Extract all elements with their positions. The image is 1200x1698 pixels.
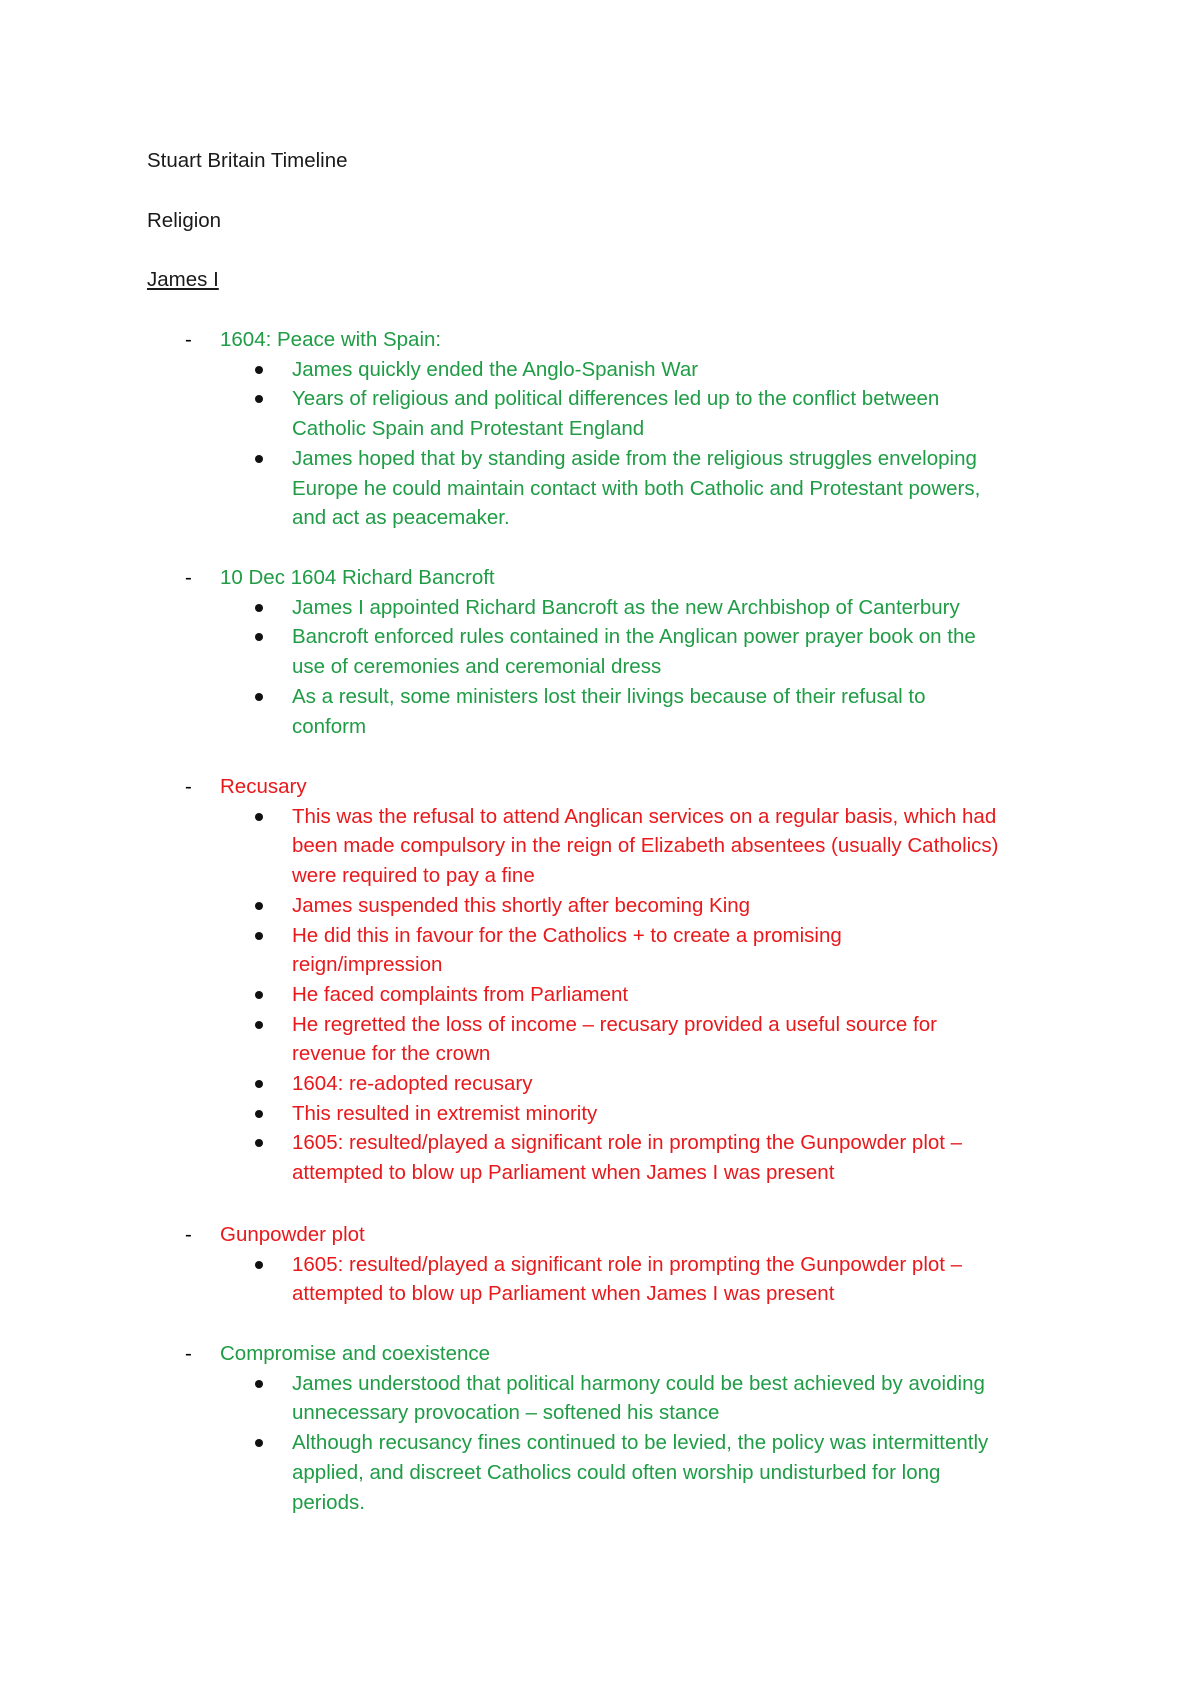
bullet-dot-icon xyxy=(255,604,263,612)
section-dash: - xyxy=(185,1223,192,1246)
bullet-text-line: 1605: resulted/played a significant role in prompting the Gunpowder plot – xyxy=(292,1131,963,1155)
section-dash: - xyxy=(185,566,192,589)
bullet-text-line: As a result, some ministers lost their livings because of their refusal to xyxy=(292,684,926,708)
bullet-text-line: attempted to blow up Parliament when James I was present xyxy=(292,1282,835,1306)
bullet-text-line: 1605: resulted/played a significant role in prompting the Gunpowder plot – xyxy=(292,1252,963,1276)
bullet-dot-icon xyxy=(255,1261,263,1269)
bullet-dot-icon xyxy=(255,902,263,910)
bullet-dot-icon xyxy=(255,1021,263,1029)
bullet-text-line: James I appointed Richard Bancroft as the new Archbishop of Canterbury xyxy=(292,595,960,619)
bullet-text-line: James suspended this shortly after becoming King xyxy=(292,893,751,917)
bullet-dot-icon xyxy=(255,693,263,701)
bullet-text-line: revenue for the crown xyxy=(292,1042,491,1066)
bullet-text-line: James hoped that by standing aside from the religious struggles enveloping xyxy=(292,446,977,470)
bullet-dot-icon xyxy=(255,1080,263,1088)
bullet-text-line: reign/impression xyxy=(292,953,443,977)
section-heading: Compromise and coexistence xyxy=(220,1342,491,1365)
bullet-dot-icon xyxy=(255,932,263,940)
bullet-text-line: He faced complaints from Parliament xyxy=(292,982,629,1006)
bullet-text-line: He regretted the loss of income – recusary provided a useful source for xyxy=(292,1012,937,1036)
section-dash: - xyxy=(185,1342,192,1365)
bullet-text-line: Although recusancy fines continued to be levied, the policy was intermittently xyxy=(292,1431,989,1455)
bullet-text-line: Bancroft enforced rules contained in the Anglican power prayer book on the xyxy=(292,625,976,649)
bullet-text-line: conform xyxy=(292,714,367,738)
bullet-dot-icon xyxy=(255,633,263,641)
section-heading: Gunpowder plot xyxy=(220,1223,365,1246)
section-heading-james-i: James I xyxy=(147,268,219,291)
bullet-text-line: attempted to blow up Parliament when James I was present xyxy=(292,1161,835,1185)
bullet-text-line: James understood that political harmony could be best achieved by avoiding xyxy=(292,1371,985,1395)
section-heading: 1604: Peace with Spain: xyxy=(220,328,442,351)
section-heading: Recusary xyxy=(220,775,307,798)
bullet-dot-icon xyxy=(255,991,263,999)
bullet-text-line: Europe he could maintain contact with both Catholic and Protestant powers, xyxy=(292,476,981,500)
bullet-dot-icon xyxy=(255,1380,263,1388)
bullet-text-line: James quickly ended the Anglo-Spanish War xyxy=(292,357,699,381)
bullet-text-line: He did this in favour for the Catholics + to create a promising xyxy=(292,923,842,947)
bullet-dot-icon xyxy=(255,813,263,821)
bullet-text-line: 1604: re-adopted recusary xyxy=(292,1072,533,1095)
document-title: Stuart Britain Timeline xyxy=(147,149,348,172)
bullet-text-line: Catholic Spain and Protestant England xyxy=(292,417,645,441)
bullet-dot-icon xyxy=(255,1110,263,1118)
bullet-text-line: and act as peacemaker. xyxy=(292,506,510,530)
document-subtitle: Religion xyxy=(147,209,222,232)
bullet-dot-icon xyxy=(255,366,263,374)
section-dash: - xyxy=(185,775,192,798)
bullet-dot-icon xyxy=(255,1439,263,1447)
bullet-dot-icon xyxy=(255,455,263,463)
bullet-text-line: been made compulsory in the reign of Elizabeth absentees (usually Catholics) xyxy=(292,834,999,858)
bullet-text-line: use of ceremonies and ceremonial dress xyxy=(292,655,662,679)
bullet-text-line: unnecessary provocation – softened his stance xyxy=(292,1401,720,1425)
section-heading: 10 Dec 1604 Richard Bancroft xyxy=(220,566,495,589)
bullet-text-line: were required to pay a fine xyxy=(292,864,535,888)
bullet-dot-icon xyxy=(255,395,263,403)
bullet-text-line: Years of religious and political differences led up to the conflict between xyxy=(292,387,940,411)
bullet-text-line: This was the refusal to attend Anglican services on a regular basis, which had xyxy=(292,804,997,828)
bullet-text-line: applied, and discreet Catholics could often worship undisturbed for long xyxy=(292,1460,941,1484)
bullet-dot-icon xyxy=(255,1139,263,1147)
bullet-text-line: This resulted in extremist minority xyxy=(292,1101,598,1125)
section-dash: - xyxy=(185,328,192,351)
bullet-text-line: periods. xyxy=(292,1490,365,1514)
